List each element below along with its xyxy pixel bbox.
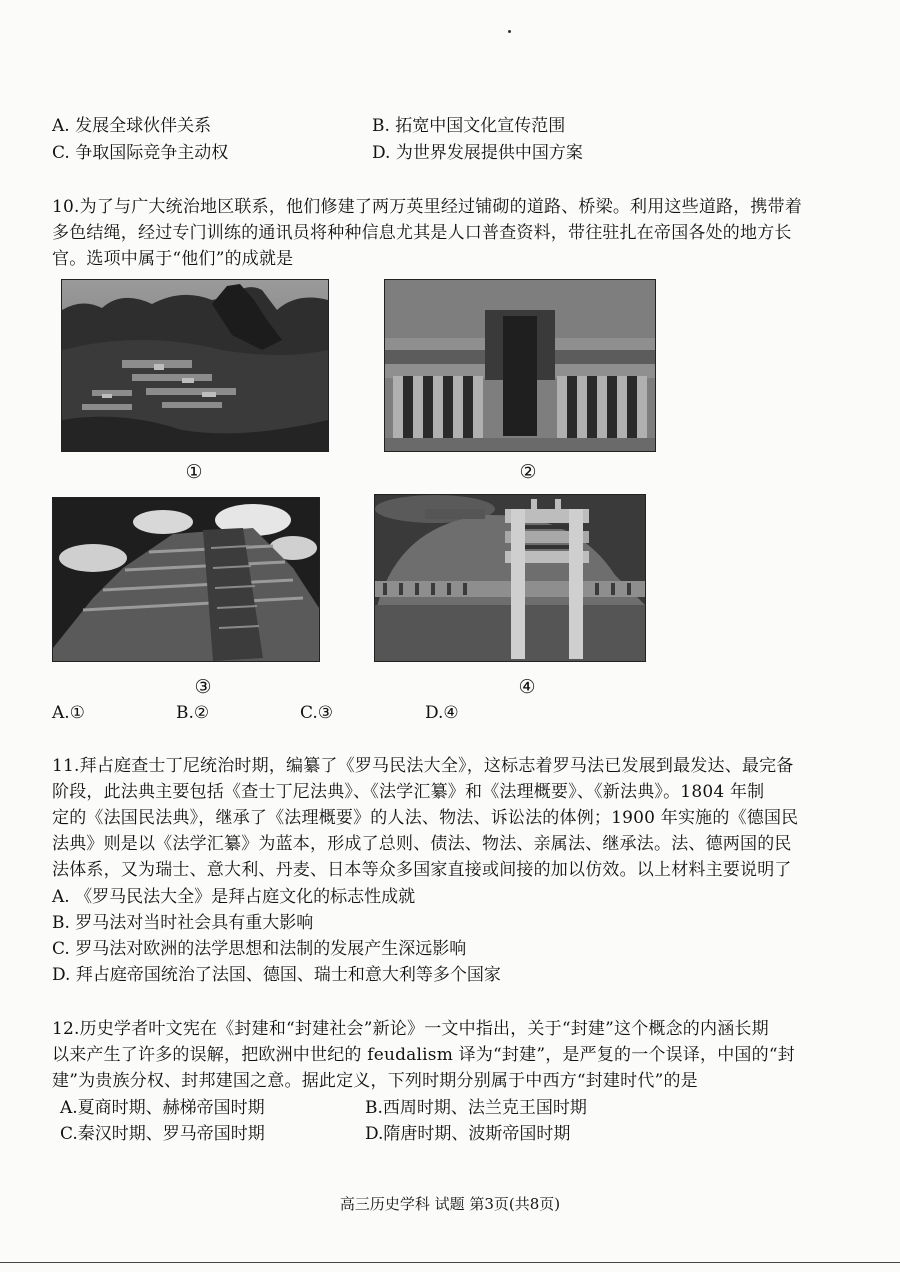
q12-stem-line-2: 以来产生了许多的误解，把欧洲中世纪的 feudalism 译为“封建”，是严复的一个误译，中国的“封 bbox=[52, 1045, 795, 1065]
image-caption-4: ④ bbox=[518, 676, 536, 698]
q12-option-b: B.西周时期、法兰克王国时期 bbox=[365, 1098, 587, 1118]
photo-temple-colonnade bbox=[384, 279, 656, 452]
q10-option-b: B.② bbox=[176, 703, 210, 723]
q11-stem-line-1: 11.拜占庭查士丁尼统治时期，编纂了《罗马民法大全》，这标志着罗马法已发展到最发达、最完备 bbox=[52, 756, 794, 776]
image-caption-2: ② bbox=[519, 461, 537, 483]
q9-option-b: B. 拓宽中国文化宣传范围 bbox=[372, 116, 566, 136]
q12-option-d: D.隋唐时期、波斯帝国时期 bbox=[365, 1124, 571, 1144]
q11-stem-line-3: 定的《法国民法典》，继承了《法理概要》的人法、物法、诉讼法的体例；1900 年实施的《德国民 bbox=[52, 808, 799, 828]
q10-stem-line-3: 官。选项中属于“他们”的成就是 bbox=[52, 249, 294, 269]
q11-stem-line-2: 阶段，此法典主要包括《查士丁尼法典》、《法学汇纂》和《法理概要》、《新法典》。1804 年制 bbox=[52, 782, 765, 802]
page-footer: 高三历史学科 试题 第3页(共8页) bbox=[339, 1195, 561, 1213]
q11-stem-line-5: 法体系，又为瑞士、意大利、丹麦、日本等众多国家直接或间接的加以仿效。以上材料主要说明了 bbox=[52, 860, 792, 880]
q10-option-a: A.① bbox=[52, 703, 85, 723]
q9-option-a: A. 发展全球伙伴关系 bbox=[52, 116, 212, 136]
q11-option-c: C. 罗马法对欧洲的法学思想和法制的发展产生深远影响 bbox=[52, 939, 467, 959]
q11-option-a: A. 《罗马民法大全》是拜占庭文化的标志性成就 bbox=[52, 887, 416, 907]
q9-option-d: D. 为世界发展提供中国方案 bbox=[372, 143, 583, 163]
image-caption-3: ③ bbox=[194, 676, 212, 698]
image-caption-1: ① bbox=[185, 461, 203, 483]
q10-option-c: C.③ bbox=[300, 703, 334, 723]
q11-option-b: B. 罗马法对当时社会具有重大影响 bbox=[52, 913, 314, 933]
q10-stem-line-1: 10.为了与广大统治地区联系，他们修建了两万英里经过铺砌的道路、桥梁。利用这些道路，携带着 bbox=[52, 197, 803, 217]
q11-option-d: D. 拜占庭帝国统治了法国、德国、瑞士和意大利等多个国家 bbox=[52, 965, 501, 985]
photo-stupa-gateway bbox=[374, 494, 646, 662]
photo-mountain-ruins bbox=[61, 279, 329, 452]
scan-edge-line bbox=[0, 1262, 900, 1263]
q11-stem-line-4: 法典》则是以《法学汇纂》为蓝本，形成了总则、债法、物法、亲属法、继承法。法、德两国的民 bbox=[52, 834, 792, 854]
q12-option-c: C.秦汉时期、罗马帝国时期 bbox=[60, 1124, 265, 1144]
scan-speck bbox=[508, 30, 511, 33]
q10-option-d: D.④ bbox=[425, 703, 459, 723]
q10-stem-line-2: 多色结绳，经过专门训练的通讯员将种种信息尤其是人口普查资料，带往驻扎在帝国各处的地方长 bbox=[52, 223, 792, 243]
q12-stem-line-1: 12.历史学者叶文宪在《封建和“封建社会”新论》一文中指出，关于“封建”这个概念的内涵长期 bbox=[52, 1019, 769, 1039]
q12-stem-line-3: 建”为贵族分权、封邦建国之意。据此定义，下列时期分别属于中西方“封建时代”的是 bbox=[52, 1071, 698, 1091]
q9-option-c: C. 争取国际竞争主动权 bbox=[52, 143, 229, 163]
q12-option-a: A.夏商时期、赫梯帝国时期 bbox=[60, 1098, 265, 1118]
photo-step-pyramid bbox=[52, 497, 320, 662]
